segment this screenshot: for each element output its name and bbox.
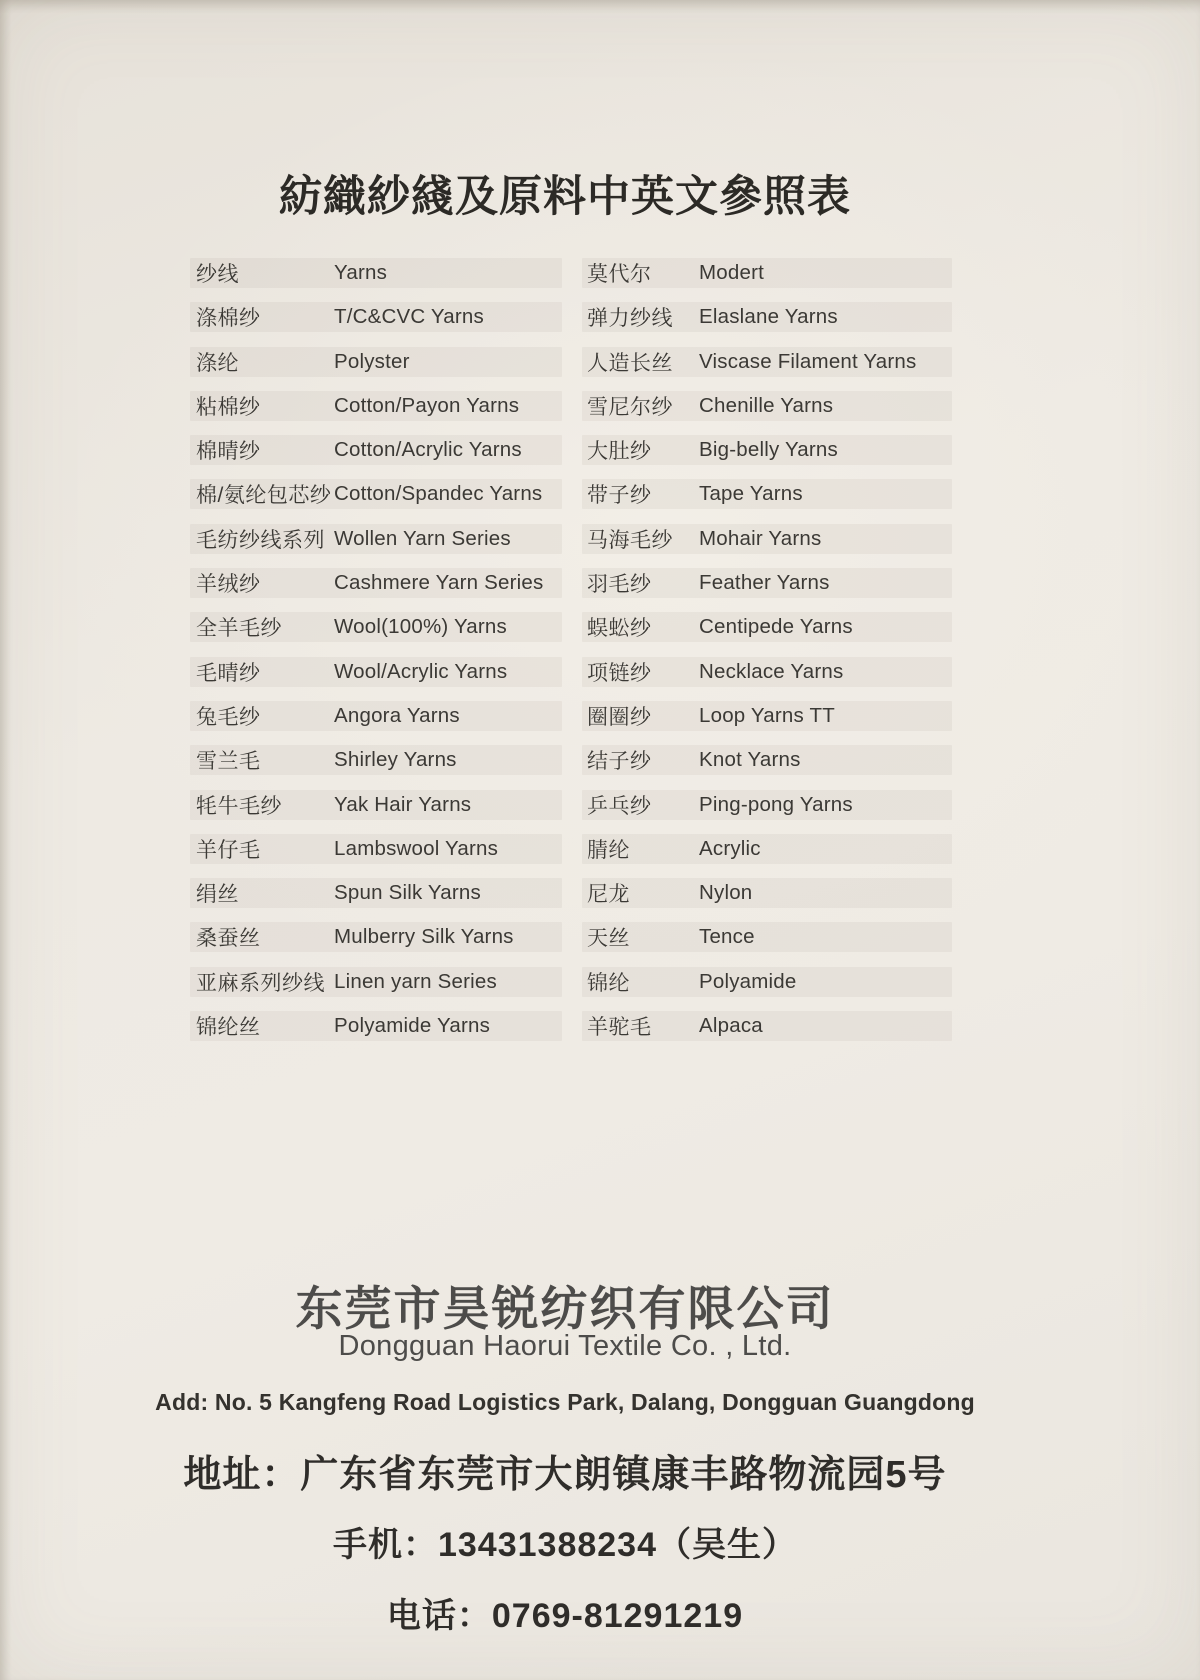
table-row xyxy=(582,834,952,864)
table-row xyxy=(190,790,562,820)
term-chinese: 桑蚕丝 xyxy=(196,927,261,951)
term-english: Modert xyxy=(699,261,765,284)
table-row xyxy=(190,745,562,775)
term-chinese: 纱线 xyxy=(196,263,239,286)
term-chinese: 莫代尔 xyxy=(587,263,652,286)
term-english: Polyster xyxy=(334,349,410,373)
table-row xyxy=(582,258,952,288)
term-english: Yak Hair Yarns xyxy=(334,792,472,816)
term-english: Yarns xyxy=(334,261,388,284)
term-english: Centipede Yarns xyxy=(699,615,853,639)
table-row xyxy=(190,479,562,509)
term-chinese: 羊绒纱 xyxy=(196,573,261,597)
term-chinese: 带子纱 xyxy=(587,484,652,508)
table-row xyxy=(582,657,952,687)
term-english: Cashmere Yarn Series xyxy=(334,571,544,595)
term-chinese: 兔毛纱 xyxy=(196,705,261,729)
company-name-chinese: 东莞市昊锐纺织有限公司 xyxy=(295,1282,835,1335)
term-chinese: 结子纱 xyxy=(587,750,652,774)
table-column-right xyxy=(582,258,952,1055)
term-chinese: 亚麻系列纱线 xyxy=(196,971,325,995)
term-chinese: 雪尼尔纱 xyxy=(587,395,673,419)
term-english: Ping-pong Yarns xyxy=(699,792,853,816)
term-english: Chenille Yarns xyxy=(699,393,834,417)
term-chinese: 绢丝 xyxy=(196,883,239,907)
address-english: Add: No. 5 Kangfeng Road Logistics Park, Dalang, Dongguan Guangdong xyxy=(155,1389,975,1415)
term-english: Viscase Filament Yarns xyxy=(699,349,917,373)
term-chinese: 牦牛毛纱 xyxy=(196,794,282,818)
table-row xyxy=(582,922,952,952)
table-row xyxy=(582,967,952,997)
table-row xyxy=(582,479,952,509)
term-english: Mulberry Silk Yarns xyxy=(334,925,514,949)
term-english: Big-belly Yarns xyxy=(699,438,838,462)
term-chinese: 涤纶 xyxy=(196,351,239,375)
table-row xyxy=(582,790,952,820)
table-row xyxy=(582,701,952,731)
table-row xyxy=(190,878,562,908)
table-row xyxy=(190,391,562,421)
table-row xyxy=(190,302,562,332)
term-chinese: 蜈蚣纱 xyxy=(587,617,652,641)
term-english: Mohair Yarns xyxy=(699,526,822,550)
term-english: Polyamide Yarns xyxy=(334,1014,491,1038)
term-english: Cotton/Acrylic Yarns xyxy=(334,438,522,462)
term-chinese: 乒乓纱 xyxy=(587,794,652,818)
term-chinese: 项链纱 xyxy=(587,661,652,685)
table-row xyxy=(190,347,562,377)
term-chinese: 大肚纱 xyxy=(587,440,652,464)
address-chinese: 地址：广东省东莞市大朗镇康丰路物流园5号 xyxy=(183,1454,947,1496)
term-english: Necklace Yarns xyxy=(699,659,844,683)
term-english: Wollen Yarn Series xyxy=(334,526,511,550)
table-column-left xyxy=(190,258,562,1055)
term-chinese: 雪兰毛 xyxy=(196,750,261,774)
mobile-phone-line: 手机：13431388234（吴生） xyxy=(332,1526,797,1564)
table-row xyxy=(190,701,562,731)
term-chinese: 人造长丝 xyxy=(587,351,673,375)
table-row xyxy=(582,391,952,421)
term-english: Spun Silk Yarns xyxy=(334,881,481,905)
term-chinese: 腈纶 xyxy=(587,838,630,862)
term-english: Cotton/Payon Yarns xyxy=(334,393,520,417)
term-english: Tence xyxy=(699,925,755,949)
term-english: T/C&CVC Yarns xyxy=(334,305,484,329)
term-english: Wool(100%) Yarns xyxy=(334,615,507,639)
term-chinese: 全羊毛纱 xyxy=(196,617,282,641)
telephone-line: 电话：0769-81291219 xyxy=(386,1597,744,1635)
table-row xyxy=(582,1011,952,1041)
table-row xyxy=(582,878,952,908)
page-title: 紡織紗綫及原料中英文參照表 xyxy=(279,172,851,222)
term-english: Angora Yarns xyxy=(334,703,460,727)
term-chinese: 弹力纱线 xyxy=(587,307,673,331)
table-row xyxy=(582,612,952,642)
term-chinese: 羊仔毛 xyxy=(196,838,261,862)
company-name-english: Dongguan Haorui Textile Co. , Ltd. xyxy=(338,1330,792,1362)
scan-shadow-left xyxy=(0,0,12,1680)
table-row xyxy=(582,568,952,598)
scan-shadow-top xyxy=(0,0,1200,14)
term-english: Cotton/Spandec Yarns xyxy=(334,482,543,506)
term-english: Tape Yarns xyxy=(699,482,803,506)
term-english: Knot Yarns xyxy=(699,748,801,772)
term-chinese: 棉/氨纶包芯纱 xyxy=(196,484,332,508)
term-english: Lambswool Yarns xyxy=(334,836,499,860)
term-chinese: 羽毛纱 xyxy=(587,573,652,597)
term-chinese: 锦纶丝 xyxy=(196,1016,261,1040)
term-chinese: 毛纺纱线系列 xyxy=(196,528,325,552)
table-row xyxy=(582,347,952,377)
table-row xyxy=(190,258,562,288)
table-row xyxy=(190,1011,562,1041)
table-row xyxy=(190,435,562,465)
term-english: Polyamide xyxy=(699,969,797,993)
table-row xyxy=(190,967,562,997)
table-row xyxy=(190,568,562,598)
term-chinese: 圈圈纱 xyxy=(587,705,652,729)
table-row xyxy=(190,524,562,554)
term-english: Wool/Acrylic Yarns xyxy=(334,659,508,683)
table-row xyxy=(190,612,562,642)
table-row xyxy=(190,834,562,864)
table-row xyxy=(190,657,562,687)
yarn-reference-table xyxy=(190,258,952,1055)
term-english: Loop Yarns TT xyxy=(699,703,835,727)
table-row xyxy=(582,745,952,775)
term-english: Shirley Yarns xyxy=(334,748,457,772)
term-english: Elaslane Yarns xyxy=(699,305,838,329)
term-chinese: 棉晴纱 xyxy=(196,440,261,464)
term-chinese: 粘棉纱 xyxy=(196,395,261,419)
term-chinese: 马海毛纱 xyxy=(587,528,673,552)
term-english: Nylon xyxy=(699,881,753,905)
term-chinese: 羊驼毛 xyxy=(587,1016,652,1040)
table-row xyxy=(582,524,952,554)
term-chinese: 天丝 xyxy=(587,927,630,951)
term-chinese: 尼龙 xyxy=(587,883,630,907)
table-row xyxy=(190,922,562,952)
table-row xyxy=(582,302,952,332)
term-english: Alpaca xyxy=(699,1014,763,1038)
term-chinese: 锦纶 xyxy=(587,971,630,995)
term-english: Acrylic xyxy=(699,836,761,860)
term-chinese: 毛晴纱 xyxy=(196,661,261,685)
term-english: Linen yarn Series xyxy=(334,969,497,993)
term-english: Feather Yarns xyxy=(699,571,830,595)
term-chinese: 涤棉纱 xyxy=(196,307,261,331)
table-row xyxy=(582,435,952,465)
